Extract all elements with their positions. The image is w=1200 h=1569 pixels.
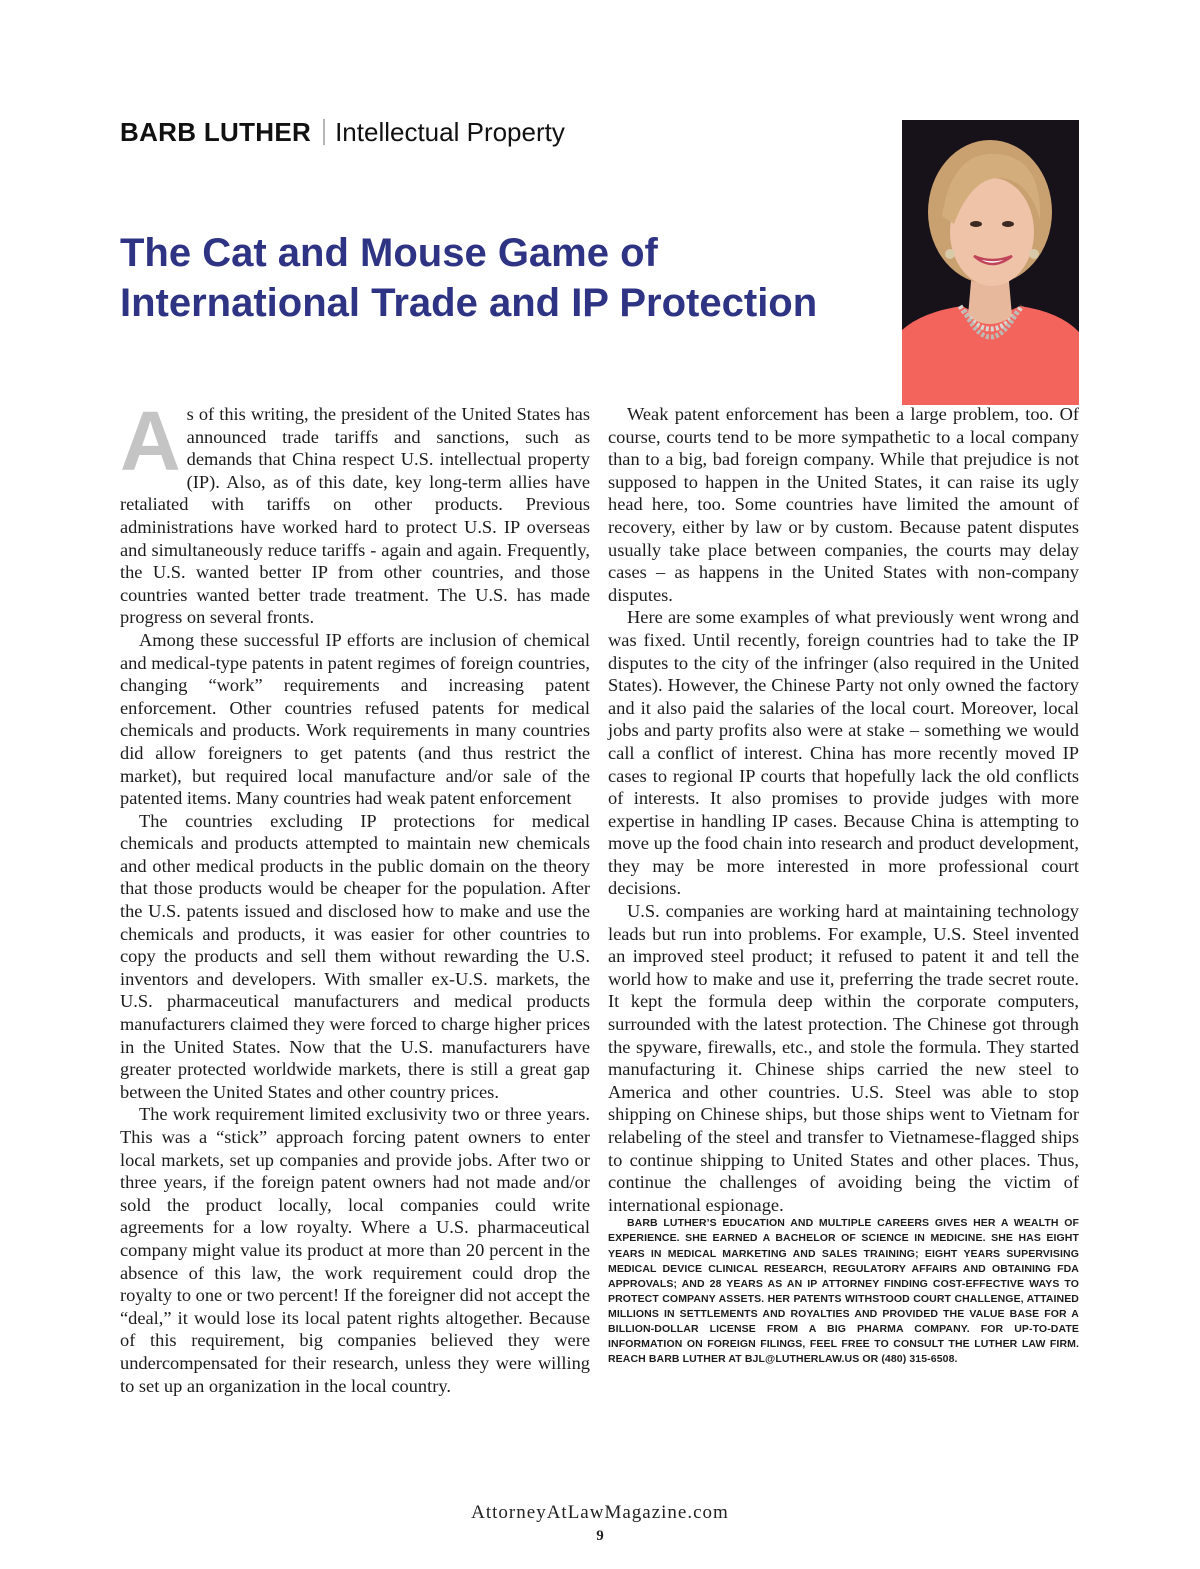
- article-paragraph: The work requirement limited exclusivity two or three years. This was a “stick” approach forcing patent owners to enter local markets, set up companies and provide jobs. After two or three years, if the foreign patent owners had not made and/or sold the product locally, local companies could write agreements for a low royalty. Where a U.S. pharmaceutical company might value its product at more than 20 percent in the absence of this law, the work requirement could drop the royalty to one or two percent! If the foreigner did not accept the “deal,” it would lose its local patent rights altogether. Because of this requirement, big companies believed they were undercompensated for their research, unless they were willing to set up an organization in the local country.: [120, 1104, 590, 1396]
- article-paragraph: U.S. companies are working hard at maintaining technology leads but run into problems. For example, U.S. Steel invented an improved steel product; it refused to patent it and tell the world how to make and use it, preferring the trade secret route. It kept the formula deep within the corporate computers, surrounded with the latest protection. The Chinese got through the spyware, firewalls, etc., and stole the formula. They started manufacturing it. Chinese ships carried the new steel to America and other countries. U.S. Steel was able to stop shipping on Chinese ships, but those ships went to Vietnam for relabeling of the steel and transfer to Vietnamese-flagged ships to continue shipping to United States and other places. Thus, continue the challenges of avoiding being the victim of international espionage.: [608, 901, 1079, 1215]
- page-number: 9: [596, 1528, 604, 1544]
- author-name: BARB LUTHER: [120, 117, 312, 147]
- article-header: [120, 114, 565, 150]
- article-paragraph: Among these successful IP efforts are inclusion of chemical and medical-type patents in patent regimes of foreign countries, changing “work” requirements and increasing patent enforcement. Other countries refused patents for medical chemicals and products. Work requirements in many countries did allow foreigners to get patents (and thus restrict the market), but required local manufacture and/or sale of the patented items. Many countries had weak patent enforcement: [120, 629, 590, 809]
- header-divider: [323, 119, 325, 145]
- magazine-website: AttorneyAtLawMagazine.com: [471, 1502, 729, 1523]
- article-paragraph: Weak patent enforcement has been a large problem, too. Of course, courts tend to be more sympathetic to a local company than to a big, bad foreign company. While that prejudice is not supposed to happen in the United States, it can raise its ugly head here, too. Some countries have limited the amount of recovery, either by law or by custom. Because patent disputes usually take place between companies, the courts may delay cases – as happens in the United States with non-company disputes.: [608, 404, 1079, 605]
- section-name: Intellectual Property: [335, 117, 565, 147]
- article-paragraph: Here are some examples of what previously went wrong and was fixed. Until recently, foreign countries had to take the IP disputes to the city of the infringer (also required in the United States). However, the Chinese Party not only owned the factory and it also paid the salaries of the local court. Moreover, local jobs and party profits also were at stake – something we would call a conflict of interest. China has more recently moved IP cases to regional IP courts that hopefully lack the old conflicts of interests. It also promises to provide judges with more expertise in handling IP cases. Because China is attempting to move up the food chain into research and product development, they may be more interested in more professional court decisions.: [608, 607, 1079, 899]
- article-column-left: [120, 394, 590, 1397]
- paragraph-text: s of this writing, the president of the United States has announced trade tariffs and sanctions, such as demands that China respect U.S. intellectual property (IP). Also, as of this date, key long-term allies have retaliated with tariffs on other products. Previous administrations have worked hard to protect U.S. IP overseas and simultaneously reduce tariffs - again and again. Frequently, the U.S. wanted better IP from other countries, and those countries wanted better trade treatment. The U.S. has made progress on several fronts.: [120, 404, 590, 628]
- author-portrait: [902, 120, 1079, 405]
- article-paragraph: [120, 394, 590, 629]
- article-paragraph: The countries excluding IP protections for medical chemicals and products attempted to maintain new chemicals and other medical products in the public domain on the theory that those products would be cheaper for the population. After the U.S. patents issued and disclosed how to make and use the chemicals and products, it was easier for other countries to copy the products and sell them without rewarding the U.S. inventors and developers. With smaller ex-U.S. markets, the U.S. pharmaceutical manufacturers and medical products manufacturers claimed they were forced to charge higher prices in the United States. Now that the U.S. manufacturers have greater protected worldwide markets, there is still a great gap between the United States and other country prices.: [120, 810, 590, 1102]
- page-footer: [0, 1500, 1200, 1546]
- article-column-right: [608, 403, 1079, 1367]
- article-title: The Cat and Mouse Game of International Trade and IP Protection: [120, 231, 818, 325]
- author-bio: BARB LUTHER’S EDUCATION AND MULTIPLE CAREERS GIVES HER A WEALTH OF EXPERIENCE. SHE EARNED A BACHELOR OF SCIENCE IN MEDICINE. SHE HAS EIGHT YEARS IN MEDICAL MARKETING AND SALES TRAINING; EIGHT YEARS SUPERVISING MEDICAL DEVICE CLINICAL RESEARCH, REGULATORY AFFAIRS AND OBTAINING FDA APPROVALS; AND 28 YEARS AS AN IP ATTORNEY FINDING COST-EFFECTIVE WAYS TO PROTECT COMPANY ASSETS. HER PATENTS WITHSTOOD COURT CHALLENGE, ATTAINED MILLIONS IN SETTLEMENTS AND ROYALTIES AND PROVIDED THE VALUE BASE FOR A BILLION-DOLLAR LICENSE FROM A BIG PHARMA COMPANY. FOR UP-TO-DATE INFORMATION ON FOREIGN FILINGS, FEEL FREE TO CONSULT THE LUTHER LAW FIRM. REACH BARB LUTHER AT BJL@LUTHERLAW.US OR (480) 315-6508.: [608, 1217, 1079, 1366]
- drop-cap: A: [120, 394, 181, 488]
